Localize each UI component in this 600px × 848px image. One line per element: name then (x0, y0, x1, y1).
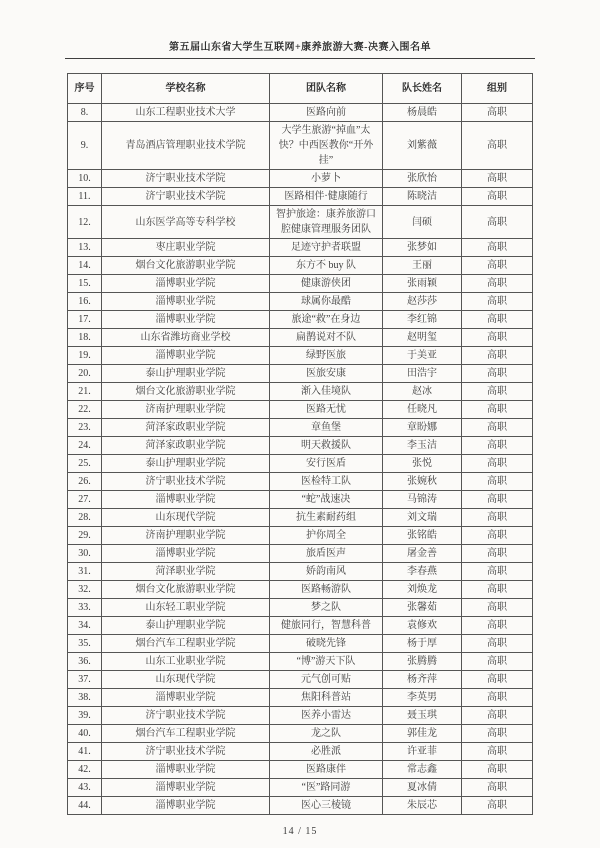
school-name: 济宁职业技术学院 (102, 743, 270, 761)
group-label: 高职 (462, 707, 533, 725)
group-label: 高职 (462, 239, 533, 257)
group-label: 高职 (462, 104, 533, 122)
leader-name: 闫硕 (383, 206, 462, 239)
team-name: 旅途“救”在身边 (270, 311, 383, 329)
leader-name: 张婉秋 (383, 473, 462, 491)
school-name: 淄博职业学院 (102, 347, 270, 365)
table-row (68, 581, 533, 599)
team-name: 必胜派 (270, 743, 383, 761)
row-number: 14. (68, 257, 102, 275)
group-label: 高职 (462, 365, 533, 383)
team-name: 渐入佳境队 (270, 383, 383, 401)
group-label: 高职 (462, 545, 533, 563)
table-row (68, 797, 533, 815)
school-name: 烟台文化旅游职业学院 (102, 257, 270, 275)
group-label: 高职 (462, 671, 533, 689)
row-number: 21. (68, 383, 102, 401)
group-label: 高职 (462, 743, 533, 761)
team-name: 明天救援队 (270, 437, 383, 455)
school-name: 山东医学高等专科学校 (102, 206, 270, 239)
school-name: 淄博职业学院 (102, 797, 270, 815)
row-number: 9. (68, 122, 102, 170)
leader-name: 杨齐萍 (383, 671, 462, 689)
school-name: 济宁职业技术学院 (102, 170, 270, 188)
school-name: 淄博职业学院 (102, 491, 270, 509)
row-number: 13. (68, 239, 102, 257)
row-number: 38. (68, 689, 102, 707)
table-row (68, 725, 533, 743)
school-name: 济宁职业技术学院 (102, 707, 270, 725)
leader-name: 张梦如 (383, 239, 462, 257)
team-name: 医旅安康 (270, 365, 383, 383)
leader-name: 许亚菲 (383, 743, 462, 761)
title-block (65, 38, 535, 59)
row-number: 32. (68, 581, 102, 599)
row-number: 42. (68, 761, 102, 779)
table-row (68, 761, 533, 779)
group-label: 高职 (462, 122, 533, 170)
school-name: 山东省潍坊商业学校 (102, 329, 270, 347)
leader-name: 聂玉琪 (383, 707, 462, 725)
team-name: 医路畅游队 (270, 581, 383, 599)
page-title: 第五届山东省大学生互联网+康养旅游大赛-决赛入围名单 (168, 42, 432, 53)
team-name: 医心三棱镜 (270, 797, 383, 815)
school-name: 淄博职业学院 (102, 779, 270, 797)
team-name: 医养小雷达 (270, 707, 383, 725)
group-label: 高职 (462, 347, 533, 365)
school-name: 山东现代学院 (102, 671, 270, 689)
school-name: 济宁职业技术学院 (102, 188, 270, 206)
row-number: 36. (68, 653, 102, 671)
group-label: 高职 (462, 401, 533, 419)
table-row (68, 122, 533, 170)
team-name: 章鱼堡 (270, 419, 383, 437)
table-row (68, 104, 533, 122)
table-row (68, 671, 533, 689)
team-name: “博”游天下队 (270, 653, 383, 671)
table-row (68, 437, 533, 455)
school-name: 山东工程职业技术大学 (102, 104, 270, 122)
group-label: 高职 (462, 311, 533, 329)
school-name: 淄博职业学院 (102, 311, 270, 329)
group-label: 高职 (462, 329, 533, 347)
school-name: 菏泽家政职业学院 (102, 437, 270, 455)
row-number: 34. (68, 617, 102, 635)
school-name: 菏泽家政职业学院 (102, 419, 270, 437)
team-name: 健康游侠团 (270, 275, 383, 293)
group-label: 高职 (462, 491, 533, 509)
table-row (68, 563, 533, 581)
group-label: 高职 (462, 635, 533, 653)
leader-name: 张悦 (383, 455, 462, 473)
leader-name: 张馨茹 (383, 599, 462, 617)
group-label: 高职 (462, 797, 533, 815)
school-name: 烟台文化旅游职业学院 (102, 383, 270, 401)
table-body (68, 104, 533, 815)
table-row (68, 707, 533, 725)
column-header: 团队名称 (270, 74, 383, 104)
table-row (68, 743, 533, 761)
group-label: 高职 (462, 455, 533, 473)
leader-name: 屠金善 (383, 545, 462, 563)
page-number: 14 / 15 (282, 826, 318, 837)
leader-name: 张雨颖 (383, 275, 462, 293)
table-row (68, 293, 533, 311)
school-name: 淄博职业学院 (102, 275, 270, 293)
school-name: 济南护理职业学院 (102, 401, 270, 419)
leader-name: 常志鑫 (383, 761, 462, 779)
table-row (68, 599, 533, 617)
group-label: 高职 (462, 653, 533, 671)
school-name: 山东轻工职业学院 (102, 599, 270, 617)
team-name: 娇韵南风 (270, 563, 383, 581)
table-row (68, 239, 533, 257)
team-name: 医检特工队 (270, 473, 383, 491)
group-label: 高职 (462, 437, 533, 455)
leader-name: 赵冰 (383, 383, 462, 401)
leader-name: 于美亚 (383, 347, 462, 365)
leader-name: 章盼娜 (383, 419, 462, 437)
table-row (68, 491, 533, 509)
results-table (67, 73, 533, 815)
row-number: 31. (68, 563, 102, 581)
row-number: 30. (68, 545, 102, 563)
team-name: 小萝卜 (270, 170, 383, 188)
table-row (68, 455, 533, 473)
leader-name: 李玉洁 (383, 437, 462, 455)
group-label: 高职 (462, 383, 533, 401)
school-name: 山东现代学院 (102, 509, 270, 527)
team-name: 元气创可贴 (270, 671, 383, 689)
group-label: 高职 (462, 581, 533, 599)
group-label: 高职 (462, 779, 533, 797)
team-name: 绿野医旅 (270, 347, 383, 365)
table-row (68, 653, 533, 671)
column-header: 学校名称 (102, 74, 270, 104)
leader-name: 张腾腾 (383, 653, 462, 671)
leader-name: 赵莎莎 (383, 293, 462, 311)
row-number: 33. (68, 599, 102, 617)
leader-name: 赵明玺 (383, 329, 462, 347)
school-name: 淄博职业学院 (102, 689, 270, 707)
school-name: 青岛酒店管理职业技术学院 (102, 122, 270, 170)
row-number: 28. (68, 509, 102, 527)
school-name: 烟台汽车工程职业学院 (102, 725, 270, 743)
group-label: 高职 (462, 509, 533, 527)
row-number: 11. (68, 188, 102, 206)
team-name: 健旅同行，智慧科普 (270, 617, 383, 635)
row-number: 18. (68, 329, 102, 347)
leader-name: 陈晓洁 (383, 188, 462, 206)
table-row (68, 689, 533, 707)
table-row (68, 383, 533, 401)
row-number: 39. (68, 707, 102, 725)
leader-name: 刘文瑞 (383, 509, 462, 527)
leader-name: 李春燕 (383, 563, 462, 581)
group-label: 高职 (462, 188, 533, 206)
school-name: 泰山护理职业学院 (102, 365, 270, 383)
team-name: 抗生素耐药组 (270, 509, 383, 527)
team-name: 医路向前 (270, 104, 383, 122)
group-label: 高职 (462, 473, 533, 491)
row-number: 40. (68, 725, 102, 743)
leader-name: 张欣怡 (383, 170, 462, 188)
school-name: 淄博职业学院 (102, 545, 270, 563)
row-number: 37. (68, 671, 102, 689)
team-name: 旅盾医声 (270, 545, 383, 563)
team-name: 医路相伴·健康随行 (270, 188, 383, 206)
row-number: 26. (68, 473, 102, 491)
team-name: 智护旅途：康养旅游口腔健康管理服务团队 (270, 206, 383, 239)
school-name: 泰山护理职业学院 (102, 617, 270, 635)
row-number: 15. (68, 275, 102, 293)
group-label: 高职 (462, 206, 533, 239)
school-name: 烟台文化旅游职业学院 (102, 581, 270, 599)
group-label: 高职 (462, 599, 533, 617)
table-row (68, 257, 533, 275)
leader-name: 任晓凡 (383, 401, 462, 419)
team-name: “医”路同游 (270, 779, 383, 797)
table-row (68, 635, 533, 653)
school-name: 济宁职业技术学院 (102, 473, 270, 491)
leader-name: 王丽 (383, 257, 462, 275)
table-row (68, 329, 533, 347)
team-name: 医路康伴 (270, 761, 383, 779)
row-number: 24. (68, 437, 102, 455)
team-name: 足迹守护者联盟 (270, 239, 383, 257)
school-name: 山东工业职业学院 (102, 653, 270, 671)
row-number: 10. (68, 170, 102, 188)
team-name: 扁鹊说对不队 (270, 329, 383, 347)
row-number: 19. (68, 347, 102, 365)
row-number: 20. (68, 365, 102, 383)
group-label: 高职 (462, 725, 533, 743)
table-row (68, 473, 533, 491)
table-row (68, 170, 533, 188)
group-label: 高职 (462, 563, 533, 581)
leader-name: 刘紫薇 (383, 122, 462, 170)
team-name: 破晓先锋 (270, 635, 383, 653)
table-row (68, 401, 533, 419)
group-label: 高职 (462, 257, 533, 275)
row-number: 25. (68, 455, 102, 473)
column-header: 组别 (462, 74, 533, 104)
row-number: 35. (68, 635, 102, 653)
table-row (68, 311, 533, 329)
column-header: 队长姓名 (383, 74, 462, 104)
leader-name: 李红锦 (383, 311, 462, 329)
team-name: 球属你最酷 (270, 293, 383, 311)
row-number: 17. (68, 311, 102, 329)
group-label: 高职 (462, 761, 533, 779)
row-number: 12. (68, 206, 102, 239)
group-label: 高职 (462, 527, 533, 545)
school-name: 泰山护理职业学院 (102, 455, 270, 473)
leader-name: 袁修欢 (383, 617, 462, 635)
leader-name: 杨晨皓 (383, 104, 462, 122)
team-name: “蛇”战速决 (270, 491, 383, 509)
team-name: 东方不 buy 队 (270, 257, 383, 275)
row-number: 22. (68, 401, 102, 419)
table-row (68, 347, 533, 365)
row-number: 8. (68, 104, 102, 122)
table-row (68, 275, 533, 293)
school-name: 济南护理职业学院 (102, 527, 270, 545)
team-name: 护你周全 (270, 527, 383, 545)
leader-name: 田浩宇 (383, 365, 462, 383)
team-name: 焦阳科普站 (270, 689, 383, 707)
table-row (68, 545, 533, 563)
group-label: 高职 (462, 419, 533, 437)
header-row (68, 74, 533, 104)
team-name: 安行医盾 (270, 455, 383, 473)
row-number: 27. (68, 491, 102, 509)
school-name: 淄博职业学院 (102, 761, 270, 779)
leader-name: 朱辰芯 (383, 797, 462, 815)
row-number: 44. (68, 797, 102, 815)
school-name: 淄博职业学院 (102, 293, 270, 311)
leader-name: 郭佳龙 (383, 725, 462, 743)
row-number: 16. (68, 293, 102, 311)
table-row (68, 206, 533, 239)
leader-name: 马锦涛 (383, 491, 462, 509)
school-name: 枣庄职业学院 (102, 239, 270, 257)
school-name: 烟台汽车工程职业学院 (102, 635, 270, 653)
group-label: 高职 (462, 293, 533, 311)
team-name: 龙之队 (270, 725, 383, 743)
row-number: 29. (68, 527, 102, 545)
table-row (68, 779, 533, 797)
table-row (68, 617, 533, 635)
team-name: 医路无忧 (270, 401, 383, 419)
column-header: 序号 (68, 74, 102, 104)
table-row (68, 419, 533, 437)
group-label: 高职 (462, 689, 533, 707)
leader-name: 杨于厚 (383, 635, 462, 653)
group-label: 高职 (462, 617, 533, 635)
group-label: 高职 (462, 275, 533, 293)
row-number: 43. (68, 779, 102, 797)
leader-name: 张铭皓 (383, 527, 462, 545)
table-row (68, 365, 533, 383)
table-row (68, 188, 533, 206)
table-row (68, 509, 533, 527)
school-name: 菏泽职业学院 (102, 563, 270, 581)
row-number: 41. (68, 743, 102, 761)
leader-name: 夏冰倩 (383, 779, 462, 797)
leader-name: 李英男 (383, 689, 462, 707)
team-name: 大学生旅游“掉血”太快？中西医教你“开外挂” (270, 122, 383, 170)
table-row (68, 527, 533, 545)
group-label: 高职 (462, 170, 533, 188)
team-name: 梦之队 (270, 599, 383, 617)
row-number: 23. (68, 419, 102, 437)
leader-name: 刘焕龙 (383, 581, 462, 599)
